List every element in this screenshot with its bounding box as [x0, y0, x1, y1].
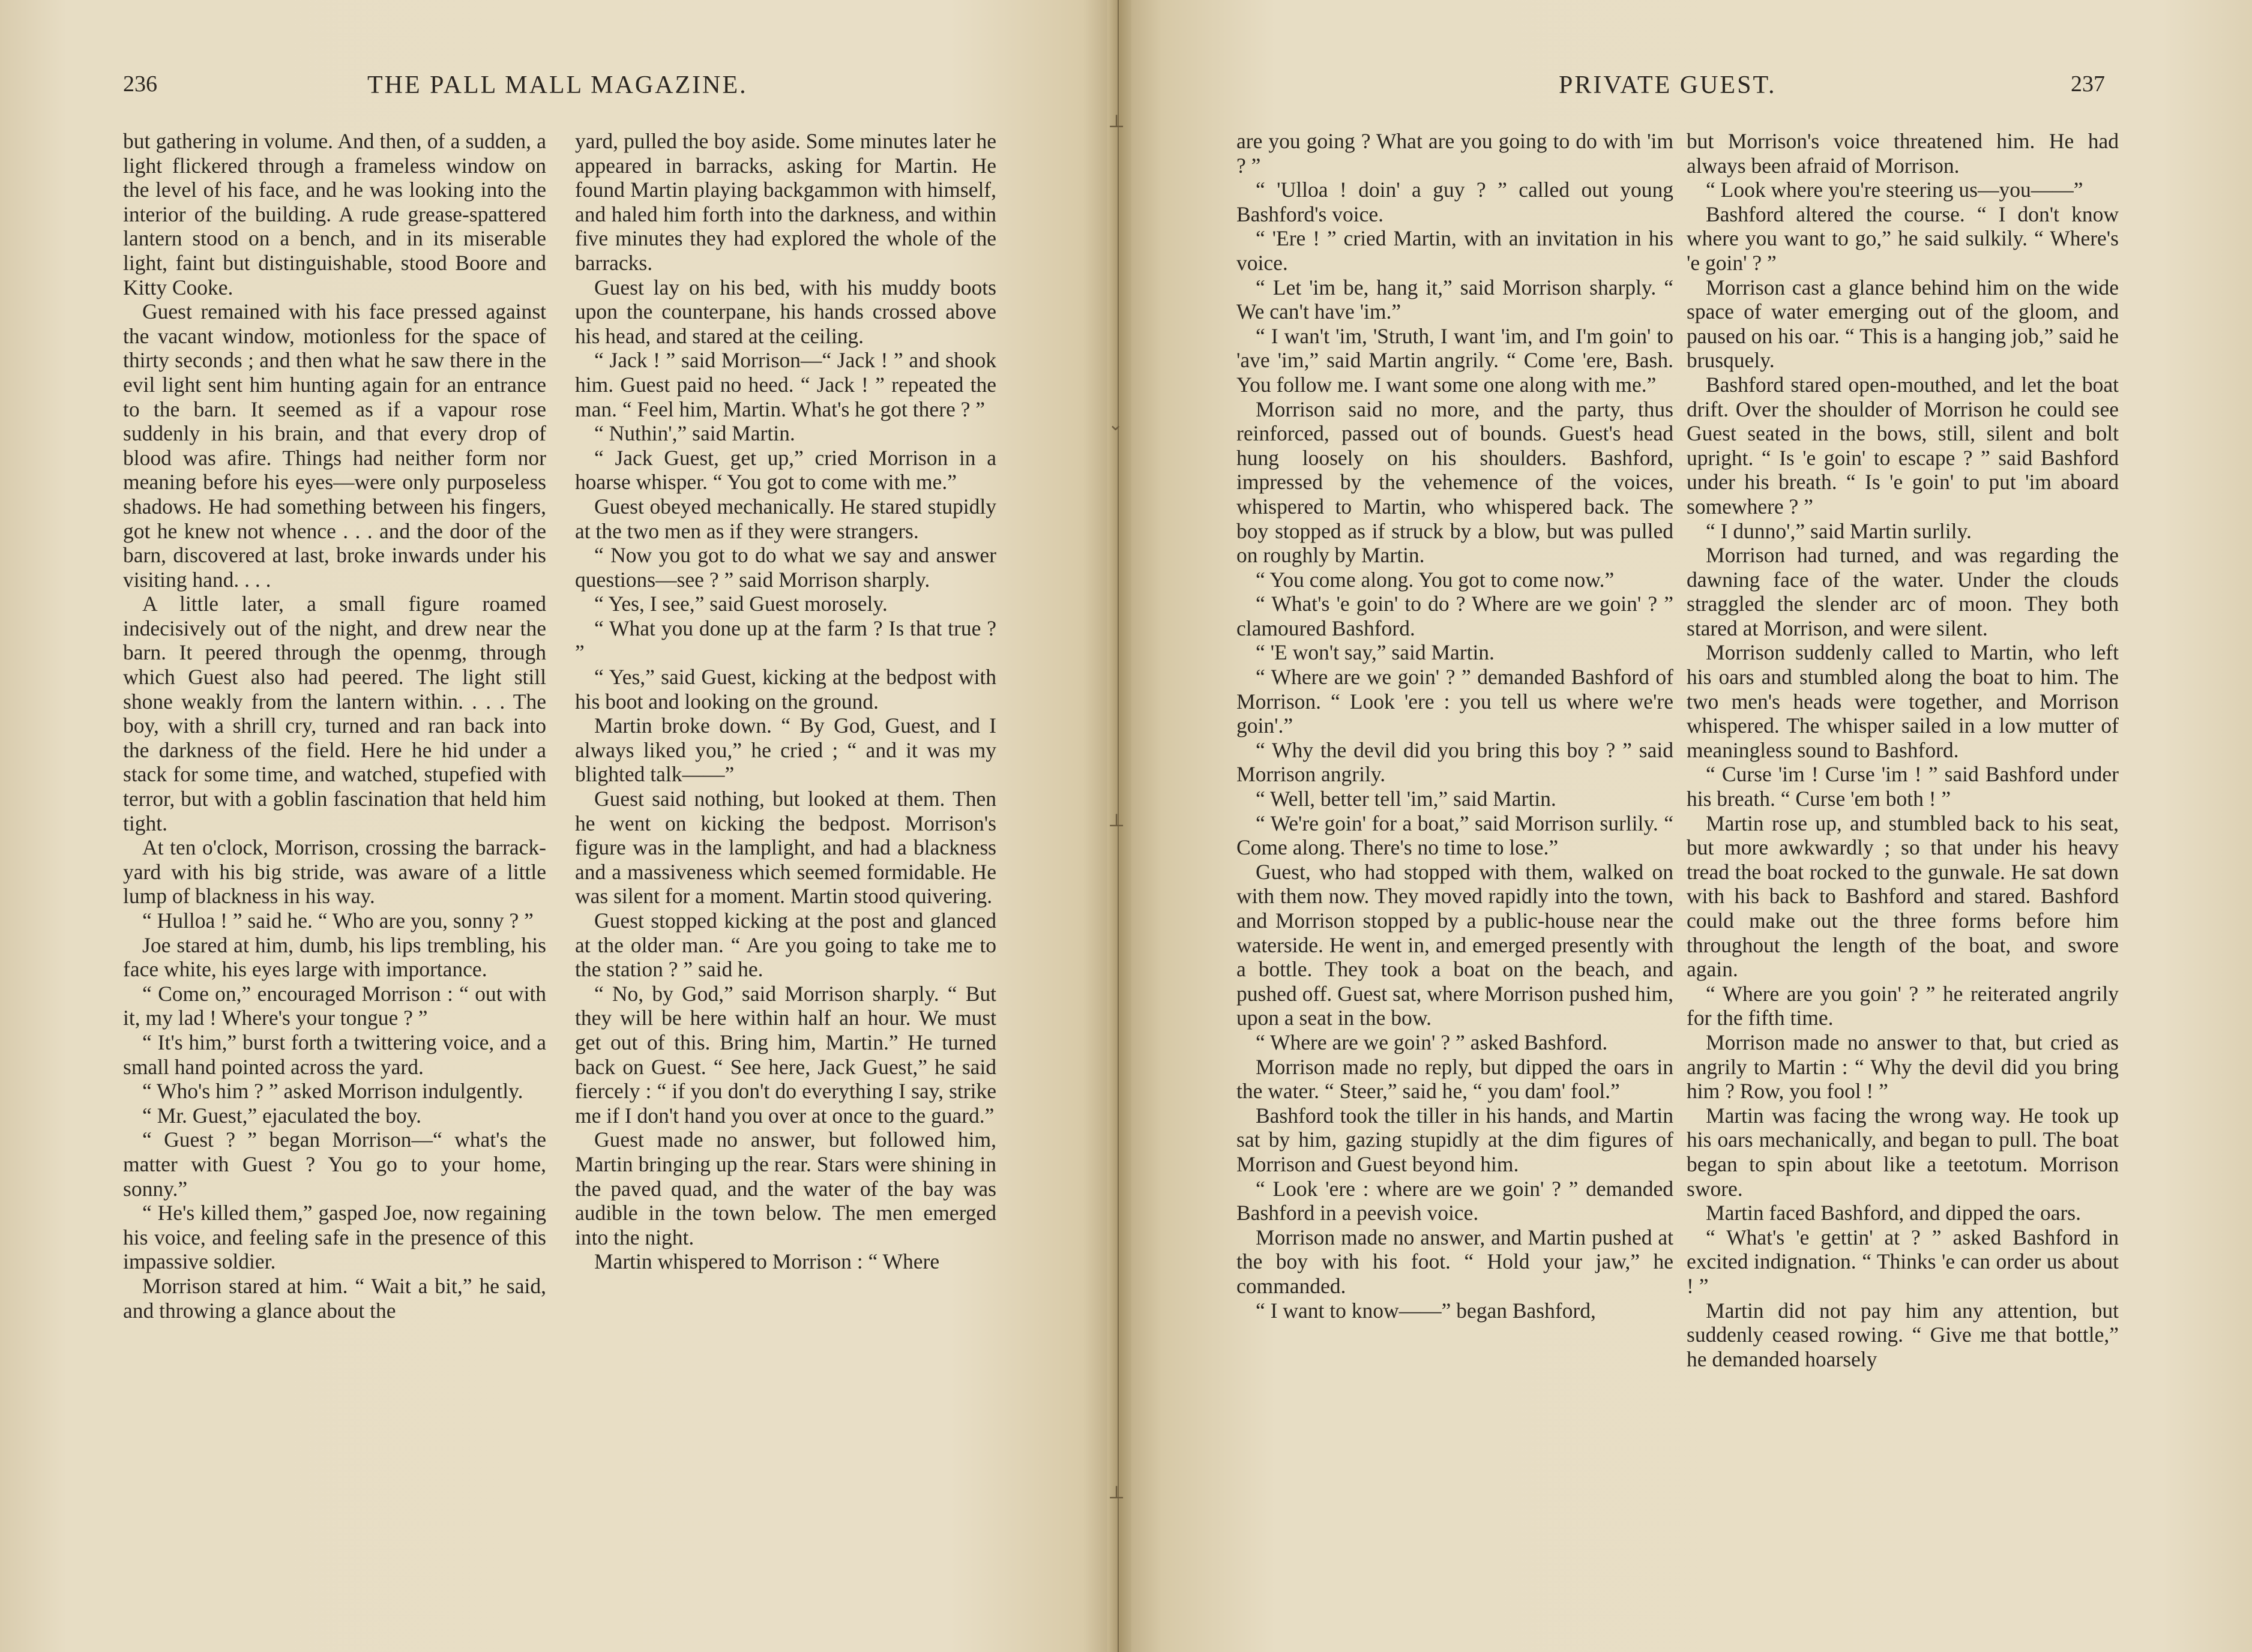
paragraph: “ I dunno',” said Martin surlily.: [1706, 518, 1972, 543]
paragraph: “ Where are you goin' ? ” he reiterated angrily for the fifth time.: [1687, 981, 2119, 1030]
paragraph: “ We're goin' for a boat,” said Morrison surlily. “ Come along. There's no time to lose.”: [1236, 811, 1673, 860]
paragraph: Morrison suddenly called to Martin, who left his oars and stumbled along the boat to him. The two men's heads were together, and Morrison whispered. The whisper sailed in a low mutter of meaningless sound to Bashford.: [1687, 640, 2119, 762]
paragraph: “ Yes, I see,” said Guest morosely.: [594, 592, 888, 616]
paragraph: “ Who's him ? ” asked Morrison indulgently.: [142, 1079, 523, 1104]
text-column: [1687, 129, 2119, 1371]
running-head: PRIVATE GUEST.: [1559, 71, 1777, 99]
paragraph: Guest said nothing, but looked at them. Then he went on kicking the bedpost. Morrison's figure was in the lamplight, and had a blackness and a massiveness which seemed formidable. He was silent for a moment. Martin stood quivering.: [575, 787, 996, 909]
paragraph: “ Now you got to do what we say and answer questions—see ? ” said Morrison sharply.: [575, 543, 996, 592]
paragraph: Guest stopped kicking at the post and glanced at the older man. “ Are you going to take me to the station ? ” said he.: [575, 909, 996, 982]
paragraph: Guest lay on his bed, with his muddy boots upon the counterpane, his hands crossed above his head, and stared at the ceiling.: [575, 275, 996, 348]
paragraph: “ 'E won't say,” said Martin.: [1256, 640, 1495, 665]
paragraph: “ I wan't 'im, 'Struth, I want 'im, and I'm goin' to 'ave 'im,” said Martin angrily. “ Come 'ere, Bash. You follow me. I want some one along with me.”: [1236, 323, 1673, 397]
paragraph: “ Where are we goin' ? ” demanded Bashford of Morrison. “ Look 'ere : you tell us where we're goin'.”: [1236, 665, 1673, 738]
paragraph: Morrison stared at him. “ Wait a bit,” he said, and throwing a glance about the: [123, 1273, 546, 1323]
paragraph: A little later, a small figure roamed indecisively out of the night, and drew near the barn. It peered through the openmg, through which Guest also had peered. The light still shone weakly from the lantern within. . . . The boy, with a shrill cry, turned and ran back into the darkness of the field. Here he hid under a stack for some time, and watched, stupefied with terror, but with a goblin fascination that held him tight.: [123, 592, 546, 835]
paragraph: “ Let 'im be, hang it,” said Morrison sharply. “ We can't have 'im.”: [1236, 275, 1673, 324]
paragraph: “ Why the devil did you bring this boy ? ” said Morrison angrily.: [1236, 737, 1673, 787]
stitch-mark: ⊥: [1108, 811, 1125, 831]
paragraph: Bashford altered the course. “ I don't know where you want to go,” he said sulkily. “ Where's 'e goin' ? ”: [1687, 202, 2119, 275]
paragraph: “ Curse 'im ! Curse 'im ! ” said Bashford under his breath. “ Curse 'em both ! ”: [1687, 762, 2119, 811]
stitch-mark: ⊥: [1108, 112, 1125, 131]
paragraph: “ Yes,” said Guest, kicking at the bedpost with his boot and looking on the ground.: [575, 665, 996, 713]
paragraph: “ Well, better tell 'im,” said Martin.: [1256, 787, 1556, 811]
paragraph: Bashford took the tiller in his hands, and Martin sat by him, gazing stupidly at the dim figures of Morrison and Guest beyond him.: [1236, 1103, 1673, 1176]
paragraph: “ What's 'e gettin' at ? ” asked Bashford in excited indignation. “ Thinks 'e can order us about ! ”: [1687, 1225, 2119, 1298]
paragraph: “ 'Ere ! ” cried Martin, with an invitation in his voice.: [1236, 226, 1673, 275]
paragraph: “ It's him,” burst forth a twittering voice, and a small hand pointed across the yard.: [123, 1030, 546, 1079]
paragraph: “ Look where you're steering us—you——”: [1706, 178, 2083, 202]
paragraph: Guest, who had stopped with them, walked on with them now. They moved rapidly into the town, and Morrison stopped by a public-house near the waterside. He went in, and emerged presently with a bottle. They took a boat on the beach, and pushed off. Guest sat, where Morrison pushed him, upon a seat in the bow.: [1236, 859, 1673, 1030]
paragraph: Guest made no answer, but followed him, Martin bringing up the rear. Stars were shining in the paved quad, and the water of the bay was audible in the town below. The men emerged into the night.: [575, 1128, 996, 1249]
running-head: THE PALL MALL MAGAZINE.: [367, 71, 748, 99]
paragraph: Martin broke down. “ By God, Guest, and I always liked you,” he cried ; “ and it was my blighted talk——”: [575, 713, 996, 787]
page-number: 237: [2071, 71, 2105, 97]
paragraph: Morrison made no answer, and Martin pushed at the boy with his foot. “ Hold your jaw,” he commanded.: [1236, 1225, 1673, 1298]
paragraph: “ What you done up at the farm ? Is that true ? ”: [575, 616, 996, 665]
left-page: [0, 0, 1116, 1652]
paragraph: “ You come along. You got to come now.”: [1256, 567, 1615, 592]
paragraph: “ Look 'ere : where are we goin' ? ” demanded Bashford in a peevish voice.: [1236, 1176, 1673, 1225]
paragraph: “ Mr. Guest,” ejaculated the boy.: [142, 1103, 421, 1128]
paragraph: “ He's killed them,” gasped Joe, now regaining his voice, and feeling safe in the presence of this impassive soldier.: [123, 1201, 546, 1274]
paragraph: Martin was facing the wrong way. He took up his oars mechanically, and began to pull. The boat began to spin about like a teetotum. Morrison swore.: [1687, 1103, 2119, 1201]
stitch-mark: ⊥: [1108, 1483, 1125, 1503]
paragraph: “ Where are we goin' ? ” asked Bashford.: [1256, 1030, 1608, 1054]
paragraph: Guest remained with his face pressed against the vacant window, motionless for the space of thirty seconds ; and then what he saw there in the evil light sent him hunting again for an entrance to the barn. It seemed as if a vapour rose suddenly in his brain, and that every drop of blood was afire. Things had neither form nor meaning before his eyes—were only purposeless shadows. He had something between his fingers, got he knew not whence . . . and the door of the barn, discovered at last, broke inwards under his visiting hand. . . .: [123, 299, 546, 592]
paragraph: Martin whispered to Morrison : “ Where: [594, 1249, 940, 1274]
right-page: [1116, 0, 2252, 1652]
page-number: 236: [123, 71, 157, 97]
paragraph: At ten o'clock, Morrison, crossing the barrack-yard with his big stride, was aware of a little lump of blackness in his way.: [123, 835, 546, 909]
paragraph: “ I want to know——” began Bashford,: [1256, 1298, 1596, 1323]
text-column: [575, 129, 996, 1274]
paragraph: Morrison made no answer to that, but cried as angrily to Martin : “ Why the devil did you bring him ? Row, you fool ! ”: [1687, 1030, 2119, 1104]
paragraph: yard, pulled the boy aside. Some minutes later he appeared in barracks, asking for Martin. He found Martin playing backgammon with himself, and haled him forth into the darkness, and within five minutes they had explored the whole of the barracks.: [575, 129, 996, 275]
paragraph: Joe stared at him, dumb, his lips trembling, his face white, his eyes large with importance.: [123, 933, 546, 982]
paragraph: “ Nuthin',” said Martin.: [594, 421, 795, 446]
paragraph: Guest obeyed mechanically. He stared stupidly at the two men as if they were strangers.: [575, 494, 996, 543]
paragraph: “ No, by God,” said Morrison sharply. “ But they will be here within half an hour. We must get out of this. Bring him, Martin.” He turned back on Guest. “ See here, Jack Guest,” he said fiercely : “ if you don't do everything I say, strike me if I don't hand you over at once to the guard.”: [575, 981, 996, 1128]
paragraph: Martin did not pay him any attention, but suddenly ceased rowing. “ Give me that bottle,” he demanded hoarsely: [1687, 1298, 2119, 1371]
paragraph: “ Jack Guest, get up,” cried Morrison in a hoarse whisper. “ You got to come with me.”: [575, 445, 996, 494]
stitch-mark: ⌄: [1108, 415, 1124, 434]
paragraph: “ Jack ! ” said Morrison—“ Jack ! ” and shook him. Guest paid no heed. “ Jack ! ” repeated the man. “ Feel him, Martin. What's he got there ? ”: [575, 348, 996, 421]
paragraph: “ 'Ulloa ! doin' a guy ? ” called out young Bashford's voice.: [1236, 178, 1673, 226]
paragraph: Morrison cast a glance behind him on the wide space of water emerging out of the gloom, and paused on his oar. “ This is a hanging job,” said he brusquely.: [1687, 275, 2119, 373]
paragraph: Morrison made no reply, but dipped the oars in the water. “ Steer,” said he, “ you dam' fool.”: [1236, 1054, 1673, 1104]
text-column: [123, 129, 546, 1323]
paragraph: Martin faced Bashford, and dipped the oars.: [1706, 1201, 2081, 1225]
paragraph: but Morrison's voice threatened him. He had always been afraid of Morrison.: [1687, 129, 2119, 178]
paragraph: are you going ? What are you going to do with 'im ? ”: [1236, 129, 1673, 178]
paragraph: Morrison had turned, and was regarding the dawning face of the water. Under the clouds straggled the slender arc of moon. They both stared at Morrison, and were silent.: [1687, 543, 2119, 640]
paragraph: but gathering in volume. And then, of a sudden, a light flickered through a frameless window on the level of his face, and he was looking into the interior of the building. A rude grease-spattered lantern stood on a bench, and in its miserable light, faint but distinguishable, stood Boore and Kitty Cooke.: [123, 129, 546, 299]
paragraph: “ Come on,” encouraged Morrison : “ out with it, my lad ! Where's your tongue ? ”: [123, 981, 546, 1030]
text-column: [1236, 129, 1673, 1323]
paragraph: “ Guest ? ” began Morrison—“ what's the matter with Guest ? You go to your home, sonny.”: [123, 1128, 546, 1201]
paragraph: Martin rose up, and stumbled back to his seat, but more awkwardly ; so that under his heavy tread the boat rocked to the gunwale. He sat down with his back to Bashford and stared. Bashford could make out the three forms before him throughout the length of the boat, and swore again.: [1687, 811, 2119, 982]
paragraph: “ Hulloa ! ” said he. “ Who are you, sonny ? ”: [142, 909, 534, 933]
paragraph: Bashford stared open-mouthed, and let the boat drift. Over the shoulder of Morrison he could see Guest seated in the bows, still, silent and bolt upright. “ Is 'e goin' to escape ? ” said Bashford under his breath. “ Is 'e goin' to put 'im aboard somewhere ? ”: [1687, 372, 2119, 518]
paragraph: “ What's 'e goin' to do ? Where are we goin' ? ” clamoured Bashford.: [1236, 592, 1673, 640]
paragraph: Morrison said no more, and the party, thus reinforced, passed out of bounds. Guest's head hung loosely on his shoulders. Bashford, impressed by the vehemence of the voices, whispered to Martin, who whispered back. The boy stopped as if struck by a blow, but was pulled on roughly by Martin.: [1236, 397, 1673, 568]
